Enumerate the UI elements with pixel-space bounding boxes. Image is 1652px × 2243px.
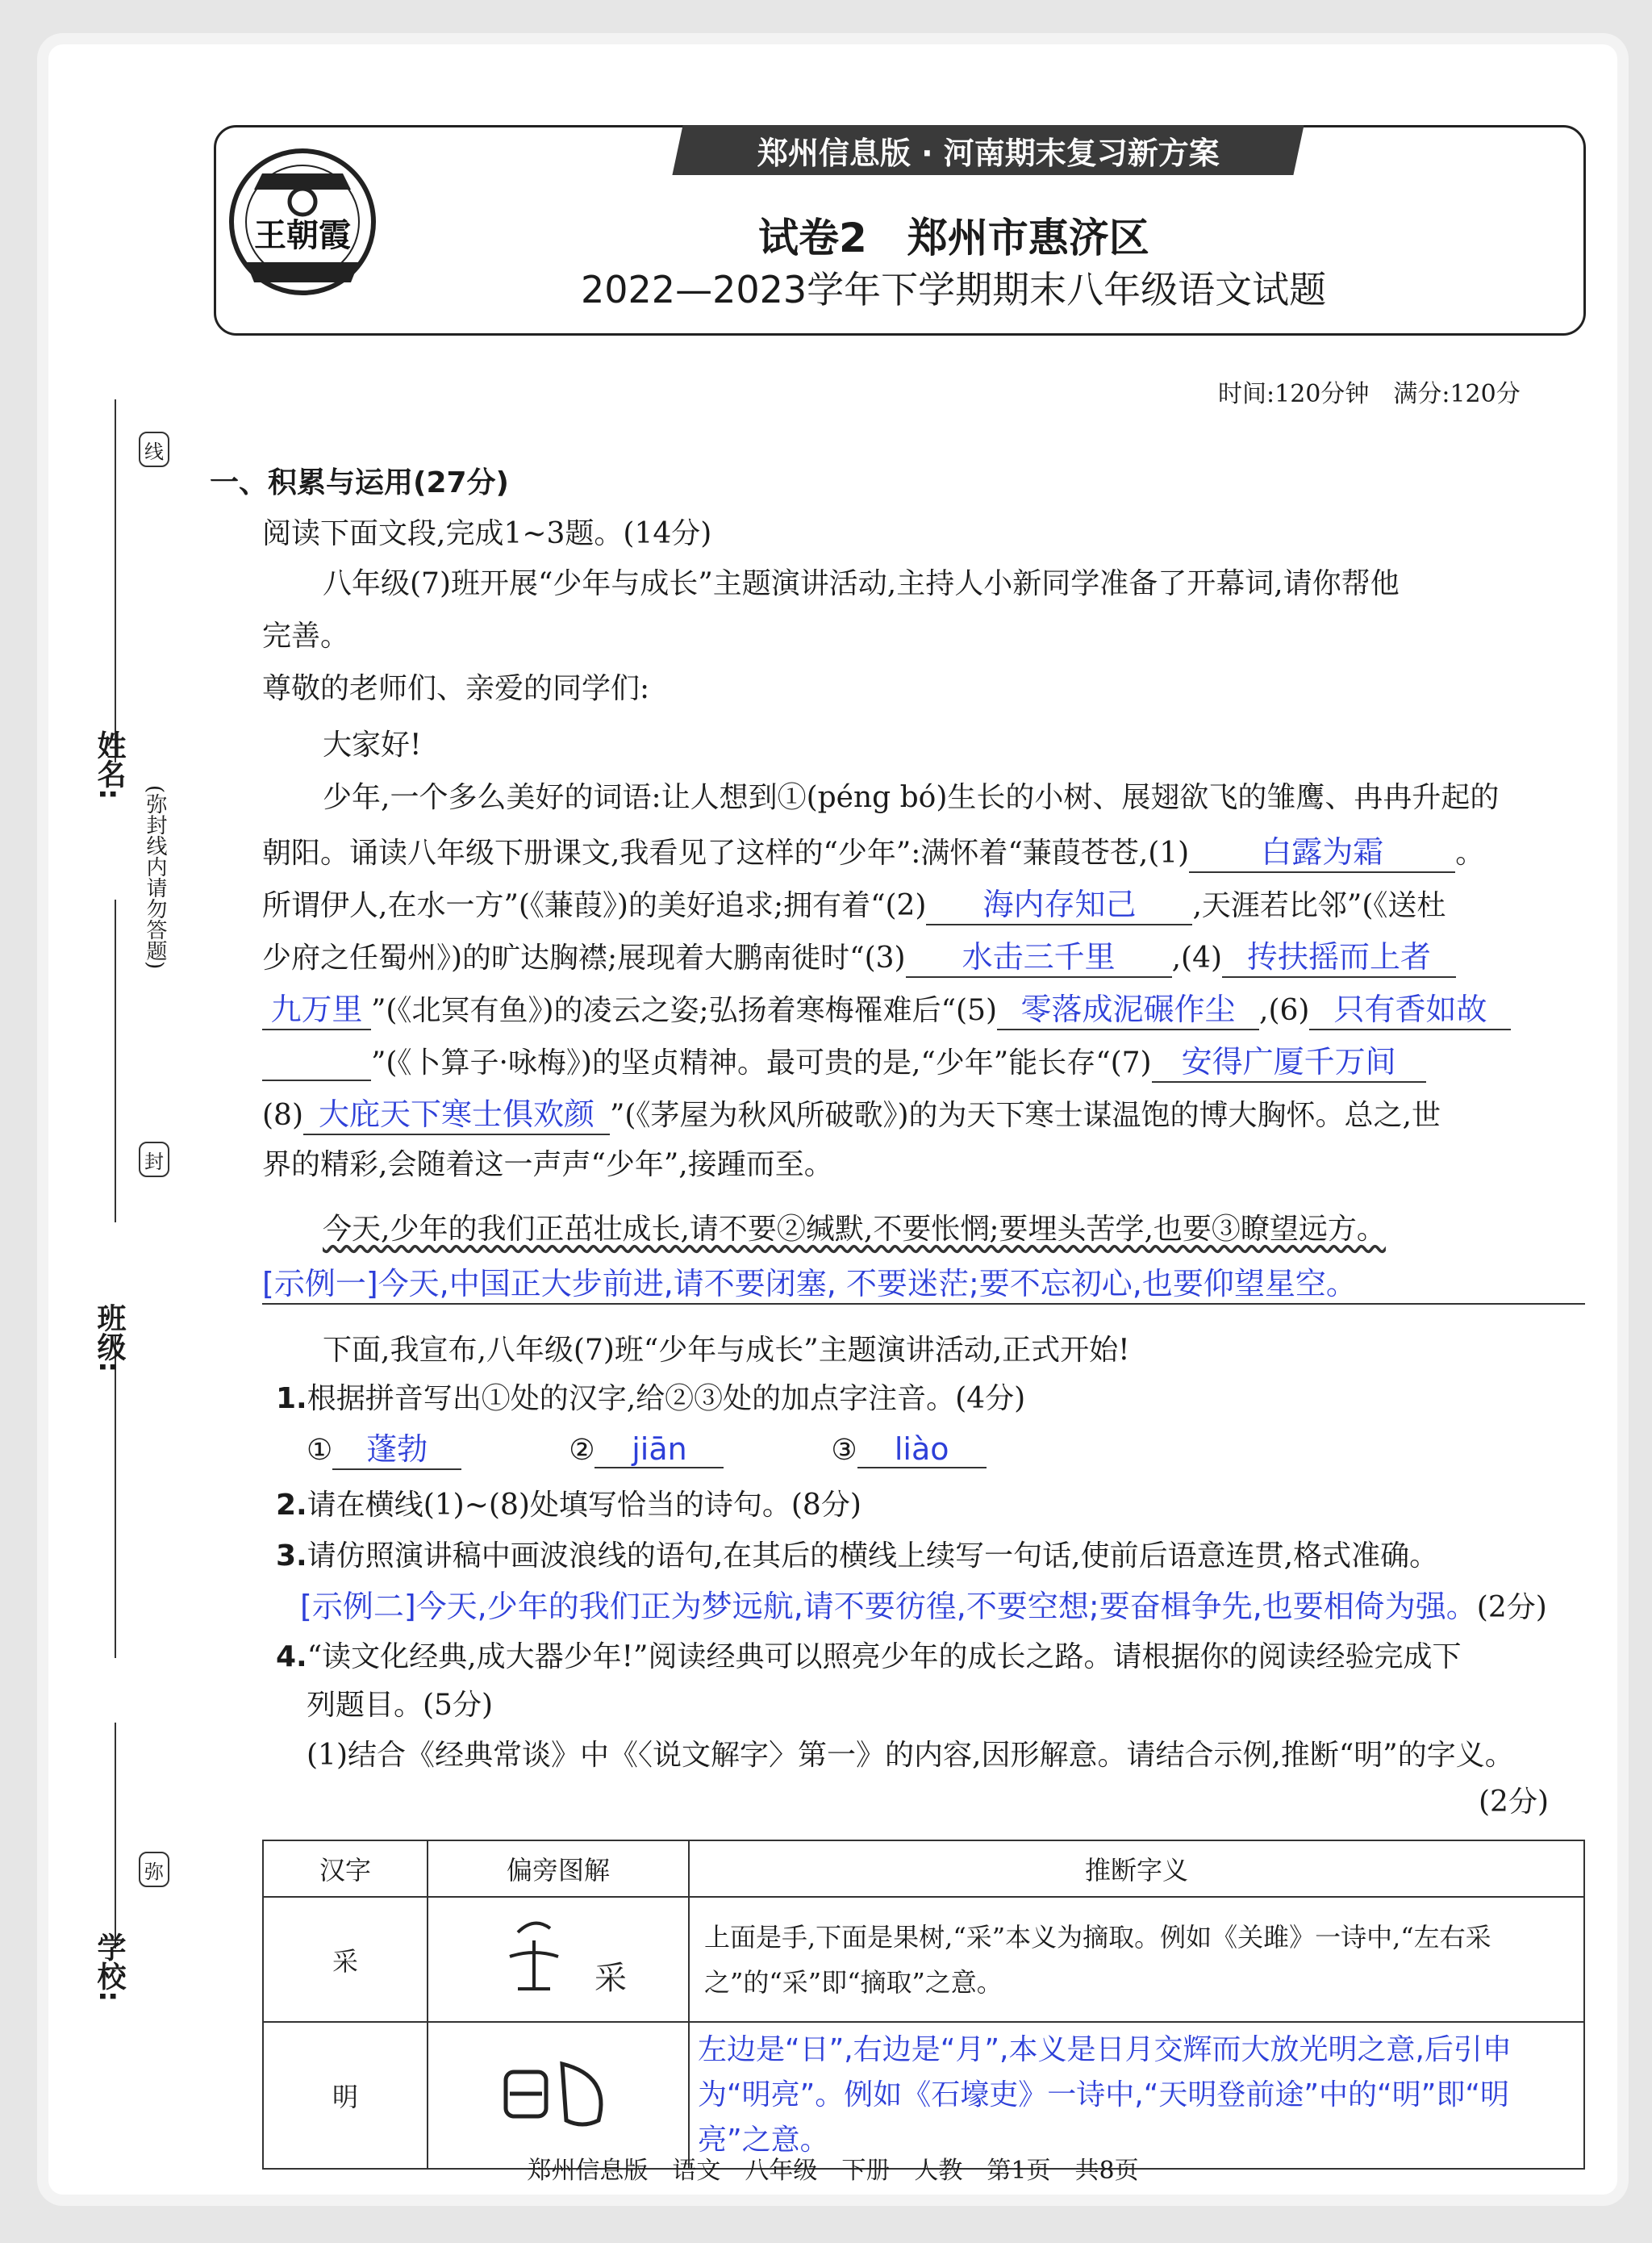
- time-info: 时间:120分钟 满分:120分: [1218, 380, 1521, 408]
- name-label: 姓名:: [93, 730, 126, 800]
- ming-oracle-glyph: [478, 2044, 639, 2141]
- question-4-1: (1)结合《经典常谈》中《〈说文解字〉第一》的内容,因形解意。请结合示例,推断“明”的字义。: [307, 1739, 1514, 1772]
- seal-box-line: 线: [139, 432, 169, 467]
- para-line: 少年,一个多么美好的词语:让人想到①(péng bó)生长的小树、展翅欲飞的雏鹰、冉冉升起的: [323, 781, 1500, 814]
- greeting: 尊敬的老师们、亲爱的同学们:: [262, 672, 650, 705]
- para-line: 九万里 ”(《北冥有鱼》)的凌云之姿;弘扬着寒梅罹难后“(5) 零落成泥碾作尘 ,(6) 只有香如故: [262, 984, 1511, 1030]
- publisher-logo: [222, 141, 383, 303]
- table-header: 推断字义: [689, 1840, 1584, 1897]
- question-4-1-score: (2分): [1479, 1786, 1549, 1819]
- answer-1: 白露为霜: [1261, 834, 1384, 870]
- answer-6: 只有香如故: [1333, 992, 1487, 1027]
- para-line: 下面,我宣布,八年级(7)班“少年与成长”主题演讲活动,正式开始!: [323, 1334, 1130, 1367]
- question-4-cont: 列题目。(5分): [307, 1689, 493, 1722]
- question-1: 1.根据拼音写出①处的汉字,给②③处的加点字注音。(4分): [276, 1382, 1026, 1415]
- answer-2: 海内存知己: [982, 887, 1137, 922]
- character-table: [262, 1840, 1585, 2170]
- answer-5: 零落成泥碾作尘: [1020, 992, 1236, 1027]
- svg-text:采: 采: [594, 1959, 627, 1997]
- para-line: ”(《卜算子·咏梅》)的坚贞精神。最可贵的是,“少年”能长存“(7) 安得广厦千万间: [262, 1037, 1426, 1083]
- seal-box-seal: 封: [139, 1142, 169, 1177]
- question-4: 4.“读文化经典,成大器少年!”阅读经典可以照亮少年的成长之路。请根据你的阅读经验完成下: [276, 1640, 1462, 1673]
- table-header: 汉字: [263, 1840, 428, 1897]
- paper-subtitle: 2022—2023学年下学期期末八年级语文试题: [581, 268, 1327, 311]
- hello: 大家好!: [323, 729, 422, 762]
- table-row: [263, 2022, 1584, 2169]
- glyph-cell: [428, 2022, 689, 2169]
- section-heading: 一、积累与运用(27分): [210, 466, 510, 499]
- series-banner: 郑州信息版 · 河南期末复习新方案: [672, 125, 1304, 175]
- para-line: (8) 大庇天下寒士俱欢颜 ”(《茅屋为秋风所破歌》)的为天下寒士谋温饱的博大胸怀。总之,世: [262, 1089, 1441, 1135]
- table-meaning: 上面是手,下面是果树,“采”本义为摘取。例如《关雎》一诗中,“左右采之”的“采”即“摘取”之意。: [689, 1897, 1584, 2022]
- exam-page: [48, 44, 1617, 2195]
- table-header: 偏旁图解: [428, 1840, 689, 1897]
- ming-answer: 左边是“日”,右边是“月”,本义是日月交辉而大放光明之意,后引申为“明亮”。例如《石壕吏》一诗中,“天明登前途”中的“明”即“明亮”之意。: [689, 2022, 1584, 2169]
- answer-8: 大庇天下寒士俱欢颜: [318, 1096, 594, 1132]
- para-line: 完善。: [262, 620, 350, 653]
- table-char: 明: [263, 2022, 428, 2169]
- class-label: 班级:: [93, 1303, 126, 1373]
- para-line: 所谓伊人,在水一方”(《蒹葭》)的美好追求;拥有着“(2) 海内存知己 ,天涯若比邻”(《送杜: [262, 879, 1446, 925]
- binding-line: [115, 399, 116, 762]
- para-line: 八年级(7)班开展“少年与成长”主题演讲活动,主持人小新同学准备了开幕词,请你帮他: [323, 567, 1400, 600]
- binding-line: [115, 900, 116, 1222]
- cai-oracle-glyph: [478, 1908, 639, 2005]
- reading-intro: 阅读下面文段,完成1~3题。(14分): [262, 517, 712, 550]
- svg-text:王朝霞: 王朝霞: [254, 217, 351, 254]
- answer-4b: 九万里: [270, 992, 363, 1027]
- question-3-answer: [示例二]今天,少年的我们正为梦远航,请不要彷徨,不要空想;要奋楫争先,也要相倚为强。(2分): [300, 1589, 1547, 1624]
- school-label: 学校:: [93, 1932, 126, 2003]
- answer-3: 水击三千里: [962, 939, 1116, 975]
- para-line: 少府之任蜀州》)的旷达胸襟;展现着大鹏南徙时“(3) 水击三千里 ,(4) 抟扶摇而上者: [262, 932, 1456, 978]
- imitate-answer-line: [262, 1259, 1585, 1305]
- seal-note: (弥封线内请勿答题): [143, 785, 167, 970]
- paper-title: 试卷2 郑州市惠济区: [758, 215, 1149, 261]
- wavy-line-sentence: 今天,少年的我们正茁壮成长,请不要②缄默,不要怅惘;要埋头苦学,也要③瞭望远方。: [323, 1213, 1386, 1246]
- imitate-answer: [示例一]今天,中国正大步前进,请不要闭塞, 不要迷茫;要不忘初心,也要仰望星空。: [262, 1266, 1357, 1301]
- table-char: 采: [263, 1897, 428, 2022]
- binding-line: [115, 1335, 116, 1658]
- question-3: 3.请仿照演讲稿中画波浪线的语句,在其后的横线上续写一句话,使前后语意连贯,格式准确。: [276, 1539, 1439, 1573]
- seal-box-mi: 弥: [139, 1852, 169, 1887]
- para-line: 界的精彩,会随着这一声声“少年”,接踵而至。: [262, 1148, 833, 1181]
- glyph-cell: [428, 1897, 689, 2022]
- answer-4: 抟扶摇而上者: [1247, 939, 1432, 975]
- question-2: 2.请在横线(1)~(8)处填写恰当的诗句。(8分): [276, 1489, 861, 1522]
- question-1-answers: ① 蓬勃 ② jiān ③ liào: [307, 1424, 987, 1470]
- binding-line: [115, 1723, 116, 1949]
- footer: 郑州信息版 语文 八年级 下册 人教 第1页 共8页: [527, 2157, 1139, 2185]
- answer-7: 安得广厦千万间: [1181, 1044, 1396, 1080]
- para-line: 朝阳。诵读八年级下册课文,我看见了这样的“少年”:满怀着“蒹葭苍苍,(1) 白露为霜 。: [262, 827, 1484, 873]
- table-row: [263, 1897, 1584, 2022]
